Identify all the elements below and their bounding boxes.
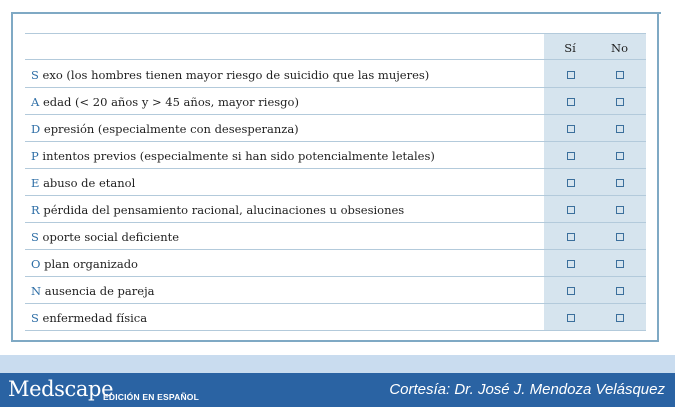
edition-label: EDICIÓN EN ESPAÑOL	[103, 392, 200, 402]
row-text: ausencia de pareja	[44, 284, 155, 298]
table-header-row	[25, 33, 646, 60]
row-text: pérdida del pensamiento racional, alucinaciones u obsesiones	[43, 203, 405, 217]
row-text: intentos previos (especialmente si han sido potencialmente letales)	[42, 149, 435, 163]
table-row	[25, 250, 646, 277]
checkbox-no[interactable]	[616, 125, 624, 133]
row-initial-letter: O	[31, 257, 41, 271]
row-label	[31, 203, 404, 217]
row-label	[31, 284, 155, 298]
checkbox-si[interactable]	[567, 287, 575, 295]
row-label	[31, 257, 138, 271]
table-row	[25, 115, 646, 142]
checkbox-si[interactable]	[567, 206, 575, 214]
row-text: plan organizado	[44, 257, 138, 271]
row-initial-letter: A	[31, 95, 40, 109]
row-initial-letter: S	[31, 230, 39, 244]
row-label	[31, 230, 179, 244]
brand-bar	[0, 373, 675, 407]
table-row	[25, 196, 646, 223]
checkbox-no[interactable]	[616, 233, 624, 241]
credit-text: Cortesía: Dr. José J. Mendoza Velásquez	[389, 381, 665, 398]
table-row	[25, 223, 646, 250]
row-label	[31, 122, 299, 136]
checkbox-si[interactable]	[567, 260, 575, 268]
row-initial-letter: S	[31, 68, 39, 82]
checkbox-si[interactable]	[567, 314, 575, 322]
header-si: Sí	[564, 41, 576, 55]
checkbox-si[interactable]	[567, 125, 575, 133]
checkbox-no[interactable]	[616, 71, 624, 79]
checkbox-si[interactable]	[567, 71, 575, 79]
footer-spacer	[0, 355, 675, 373]
row-label	[31, 149, 435, 163]
checkbox-no[interactable]	[616, 287, 624, 295]
checkbox-no[interactable]	[616, 152, 624, 160]
row-text: abuso de etanol	[43, 176, 136, 190]
checkbox-si[interactable]	[567, 233, 575, 241]
header-no: No	[611, 41, 628, 55]
row-initial-letter: S	[31, 311, 39, 325]
row-initial-letter: P	[31, 149, 39, 163]
row-initial-letter: N	[31, 284, 42, 298]
table-row	[25, 88, 646, 115]
row-text: oporte social deficiente	[42, 230, 180, 244]
checkbox-no[interactable]	[616, 314, 624, 322]
table-row	[25, 61, 646, 88]
checkbox-no[interactable]	[616, 260, 624, 268]
row-label	[31, 176, 135, 190]
table-row	[25, 277, 646, 304]
row-initial-letter: E	[31, 176, 40, 190]
table-row	[25, 169, 646, 196]
row-text: edad (< 20 años y > 45 años, mayor riesgo)	[42, 95, 299, 109]
table-row	[25, 304, 646, 331]
row-label	[31, 311, 147, 325]
checkbox-no[interactable]	[616, 179, 624, 187]
table-row	[25, 142, 646, 169]
row-label	[31, 95, 299, 109]
checkbox-si[interactable]	[567, 98, 575, 106]
row-label	[31, 68, 429, 82]
row-text: enfermedad física	[42, 311, 148, 325]
row-initial-letter: D	[31, 122, 41, 136]
row-text: epresión (especialmente con desesperanza)	[43, 122, 299, 136]
checkbox-si[interactable]	[567, 179, 575, 187]
row-text: exo (los hombres tienen mayor riesgo de suicidio que las mujeres)	[42, 68, 430, 82]
checkbox-no[interactable]	[616, 206, 624, 214]
row-initial-letter: R	[31, 203, 40, 217]
medscape-logo: Medscape	[8, 377, 114, 401]
checkbox-si[interactable]	[567, 152, 575, 160]
checkbox-no[interactable]	[616, 98, 624, 106]
